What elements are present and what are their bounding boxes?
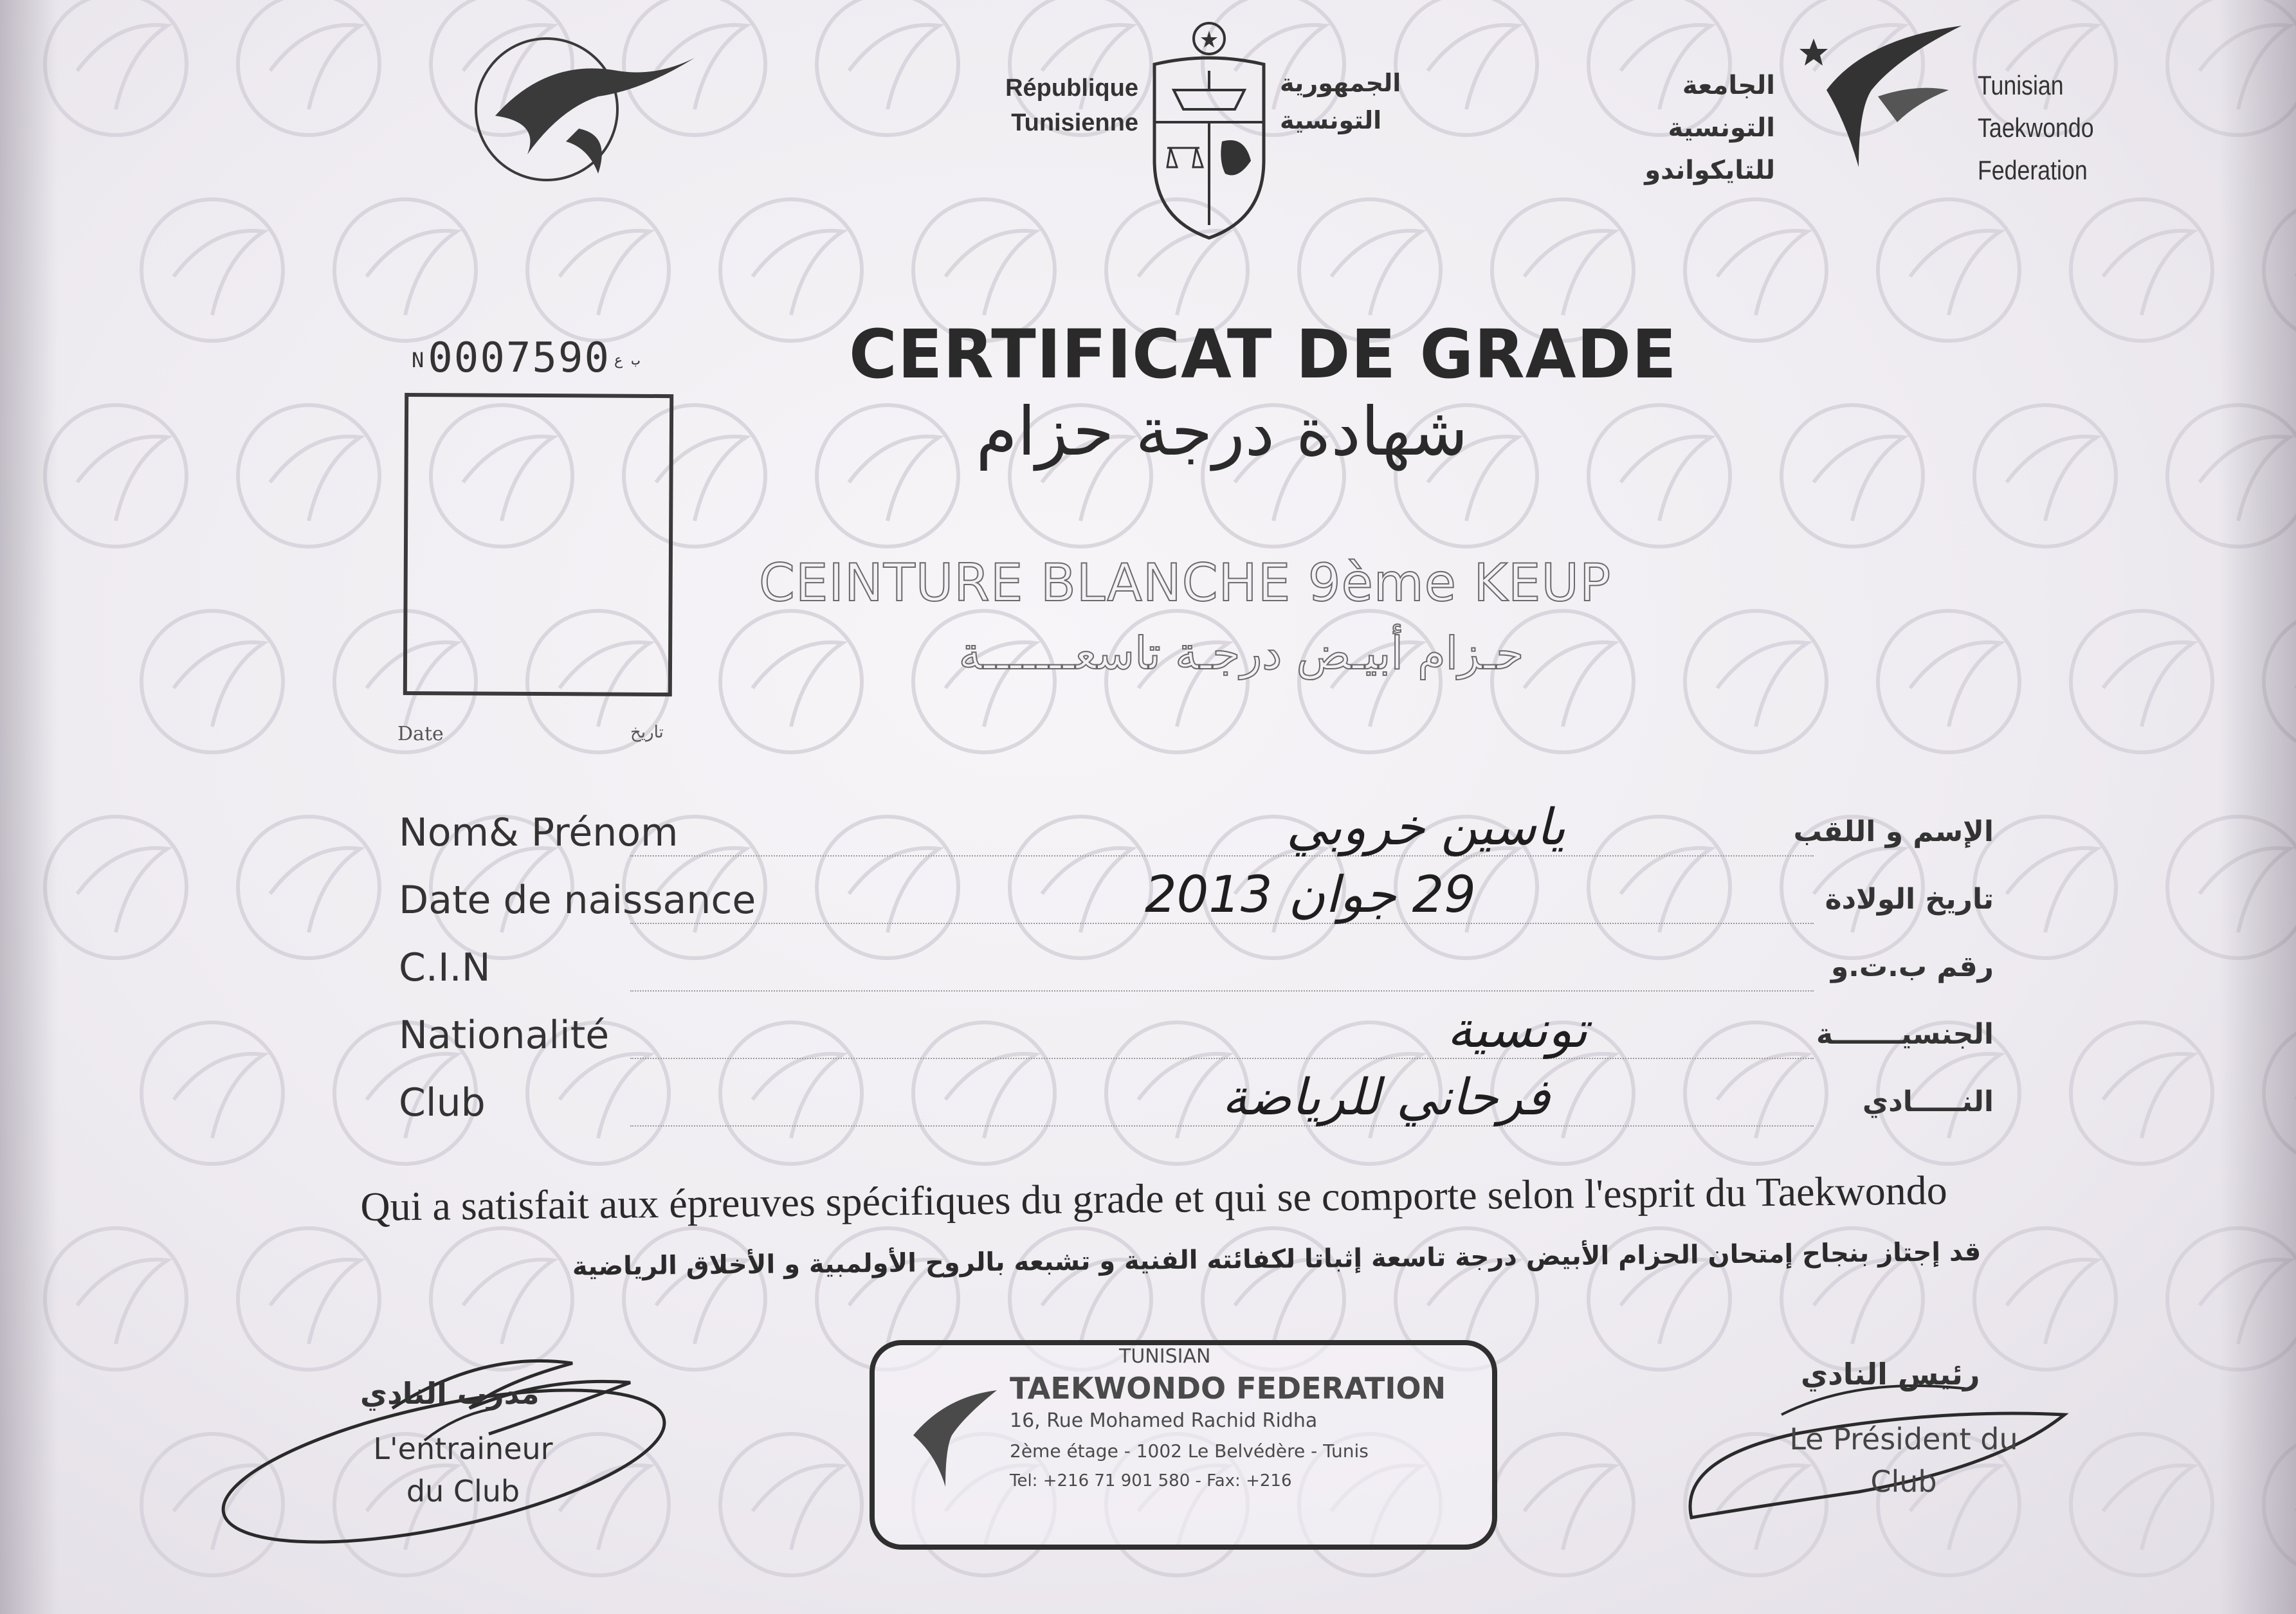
stamp-line-4: 2ème étage - 1002 Le Belvédère - Tunis <box>1010 1440 1369 1462</box>
field-value-handwritten: تونسية <box>1447 1001 1588 1059</box>
stamp-line-5: Tel: +216 71 901 580 - Fax: +216 <box>1010 1471 1292 1491</box>
statement-fr: Qui a satisfait aux épreuves spécifiques du grade et qui se comporte selon l'esprit du Taekwondo <box>360 1167 1948 1229</box>
federation-name-en: Tunisian Taekwondo Federation <box>1978 70 2094 185</box>
field-value-handwritten: 29 جوان 2013 <box>1145 866 1476 924</box>
photo-date-label-ar: تاريخ <box>630 723 664 742</box>
field-label-ar: الجنسيـــــــة <box>1816 1018 1994 1051</box>
field-label-fr: Club <box>399 1080 486 1125</box>
field-label-ar: الإسم و اللقب <box>1793 815 1994 848</box>
federation-stamp <box>870 1340 1497 1550</box>
field-dotted-line <box>630 1058 1814 1059</box>
field-label-ar: تاريخ الولادة <box>1825 883 1994 916</box>
field-row-cin <box>386 939 2007 1003</box>
serial-number <box>412 334 640 382</box>
serial-suffix: ب ع <box>614 352 640 368</box>
republic-header <box>958 64 1434 244</box>
field-label-fr: Nom& Prénom <box>399 810 679 855</box>
certificate-title-fr: CERTIFICAT DE GRADE <box>849 315 1677 394</box>
grade-title-fr: CEINTURE BLANCHE 9ème KEUP <box>759 553 1612 613</box>
field-value-handwritten: فرحاني للرياضة <box>1222 1069 1550 1127</box>
world-taekwondo-logo-icon <box>450 19 720 212</box>
grade-title-ar: حـزام أبيـض درجـة تاسعـــــــة <box>958 627 1524 680</box>
coach-label-ar: مدرب النادي <box>360 1376 540 1411</box>
field-label-fr: Nationalité <box>399 1013 610 1058</box>
stamp-logo-icon <box>907 1384 1003 1493</box>
president-label-fr: Le Président du Club <box>1789 1422 2018 1499</box>
coach-label-fr: L'entraineur du Club <box>373 1431 553 1509</box>
paper-shadow-left <box>0 0 58 1614</box>
serial-value: 0007590 <box>428 334 610 382</box>
certificate-title-ar: شهادة درجة حزام <box>976 392 1468 471</box>
field-label-fr: Date de naissance <box>399 878 756 923</box>
field-label-fr: C.I.N <box>399 945 491 990</box>
field-row-club <box>386 1069 2007 1138</box>
photo-date-label-fr: Date <box>397 723 444 745</box>
field-dotted-line <box>630 990 1814 992</box>
federation-name-ar: الجامعة التونسية للتايكواندو <box>1645 71 1775 185</box>
paper-shadow-right <box>2219 0 2296 1614</box>
statement-ar: قد إجتاز بنجاح إمتحان الحزام الأبيض درجة تاسعة إثباتا لكفائته الفنية و تشبعه بالروح الأولمبية و الأخلاق الرياضية <box>572 1237 1982 1282</box>
stamp-line-2: TAEKWONDO FEDERATION <box>1010 1371 1446 1406</box>
republic-name-fr: République Tunisienne <box>1005 75 1138 136</box>
field-row-birth-date <box>386 866 2007 936</box>
field-row-name <box>386 799 2007 868</box>
stamp-line-3: 16, Rue Mohamed Rachid Ridha <box>1010 1410 1318 1432</box>
serial-prefix: N <box>412 348 426 373</box>
republic-name-ar: الجمهورية التونسية <box>1280 69 1401 134</box>
tunisia-coat-of-arms-icon <box>1142 13 1277 244</box>
photo-placeholder <box>403 393 673 696</box>
field-label-ar: النـــــادي <box>1862 1085 1994 1118</box>
field-row-nationality <box>386 1001 2007 1071</box>
field-label-ar: رقم ب.ت.و <box>1830 950 1994 983</box>
president-label-ar: رئيس النادي <box>1801 1357 1980 1392</box>
tunisian-taekwondo-federation-logo-icon <box>1788 13 1968 186</box>
field-dotted-line <box>630 855 1814 857</box>
stamp-line-1: TUNISIAN <box>1119 1345 1211 1368</box>
field-value-handwritten: ياسين خروبي <box>1286 799 1566 857</box>
